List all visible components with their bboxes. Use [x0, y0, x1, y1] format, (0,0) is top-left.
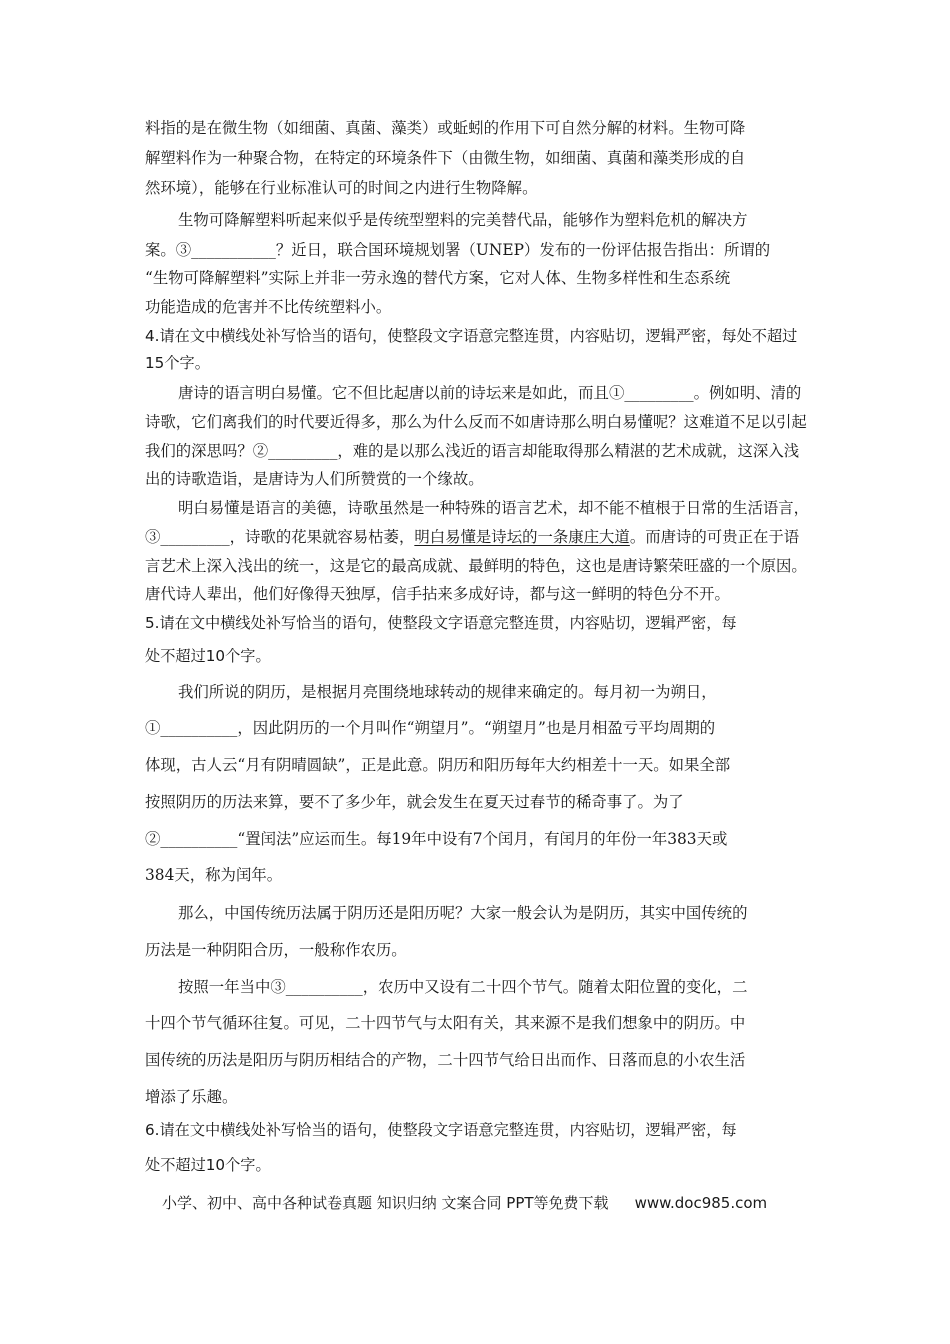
text-line: 唐代诗人辈出，他们好像得天独厚，信手拈来多成好诗，都与这一鲜明的特色分不开。	[145, 585, 730, 603]
text-line: 生物可降解塑料听起来似乎是传统型塑料的完美替代品，能够作为塑料危机的解决方	[178, 211, 748, 229]
text-line: 诗歌，它们离我们的时代要近得多，那么为什么反而不如唐诗那么明白易懂呢？这难道不足以引起	[145, 413, 807, 431]
text-line: 我们的深思吗？②_________，难的是以那么浅近的语言却能取得那么精湛的艺术成就，这深入浅	[145, 442, 800, 460]
text-line: 那么，中国传统历法属于阴历还是阳历呢？大家一般会认为是阴历，其实中国传统的	[178, 904, 748, 922]
text-line: 我们所说的阴历，是根据月亮围绕地球转动的规律来确定的。每月初一为朔日，	[178, 683, 717, 701]
footer-text: 小学、初中、高中各种试卷真题 知识归纳 文案合同 PPT等免费下载	[162, 1194, 609, 1212]
text-line: 出的诗歌造诣，是唐诗为人们所赞赏的一个缘故。	[145, 470, 484, 488]
question-5-prompt: 处不超过10个字。	[145, 647, 271, 665]
text-line: 明白易懂是语言的美德，诗歌虽然是一种特殊的语言艺术，却不能不植根于日常的生活语言，	[178, 499, 810, 517]
text-line: 言艺术上深入浅出的统一，这是它的最高成就、最鲜明的特色，这也是唐诗繁荣旺盛的一个原因。	[145, 557, 807, 575]
text-line: 体现，古人云“月有阴晴圆缺”，正是此意。阴历和阳历每年大约相差十一天。如果全部	[145, 756, 731, 774]
underlined-phrase: 明白易懂是诗坛的一条康庄大道	[414, 528, 630, 546]
text-line: 增添了乐趣。	[145, 1088, 238, 1106]
question-5-prompt: 5.请在文中横线处补写恰当的语句，使整段文字语意完整连贯，内容贴切，逻辑严密，每	[145, 614, 737, 632]
text-line: 功能造成的危害并不比传统塑料小。	[145, 298, 392, 316]
text-line: 然环境），能够在行业标准认可的时间之内进行生物降解。	[145, 179, 538, 197]
text-line: ②__________“置闰法”应运而生。每19年中设有7个闰月，有闰月的年份一年383天或	[145, 830, 728, 848]
text-segment: 。而唐诗的可贵正在于语	[629, 528, 800, 546]
text-segment: ③_________，诗歌的花果就容易枯萎，	[145, 528, 415, 546]
text-line: 案。③___________？近日，联合国环境规划署（UNEP）发布的一份评估报告指出：所谓的	[145, 241, 771, 259]
text-line: 十四个节气循环往复。可见，二十四节气与太阳有关，其来源不是我们想象中的阴历。中	[145, 1014, 746, 1032]
text-line: 解塑料作为一种聚合物，在特定的环境条件下（由微生物，如细菌、真菌和藻类形成的自	[145, 149, 746, 167]
text-line: 历法是一种阴阳合历，一般称作农历。	[145, 941, 407, 959]
question-4-prompt: 15个字。	[145, 354, 210, 372]
question-6-prompt: 处不超过10个字。	[145, 1156, 271, 1174]
text-line	[145, 527, 799, 547]
footer-url: www.doc985.com	[634, 1194, 768, 1212]
text-line: 384天，称为闰年。	[145, 866, 283, 884]
question-6-prompt: 6.请在文中横线处补写恰当的语句，使整段文字语意完整连贯，内容贴切，逻辑严密，每	[145, 1121, 737, 1139]
text-line: 国传统的历法是阳历与阴历相结合的产物，二十四节气给日出而作、日落而息的小农生活	[145, 1051, 746, 1069]
text-line: 唐诗的语言明白易懂。它不但比起唐以前的诗坛来是如此，而且①_________。例如明、清的	[178, 384, 802, 402]
text-line: 料指的是在微生物（如细菌、真菌、藻类）或蚯蚓的作用下可自然分解的材料。生物可降	[145, 119, 746, 137]
question-4-prompt: 4.请在文中横线处补写恰当的语句，使整段文字语意完整连贯，内容贴切，逻辑严密，每处不超过	[145, 327, 798, 345]
page-footer	[162, 1192, 767, 1213]
text-line: 按照阴历的历法来算，要不了多少年，就会发生在夏天过春节的稀奇事了。为了	[145, 793, 684, 811]
text-line: “生物可降解塑料”实际上并非一劳永逸的替代方案，它对人体、生物多样性和生态系统	[145, 269, 731, 287]
text-line: 按照一年当中③__________，农历中又设有二十四个节气。随着太阳位置的变化，二	[178, 978, 748, 996]
text-line: ①__________，因此阴历的一个月叫作“朔望月”。“朔望月”也是月相盈亏平均周期的	[145, 719, 716, 737]
